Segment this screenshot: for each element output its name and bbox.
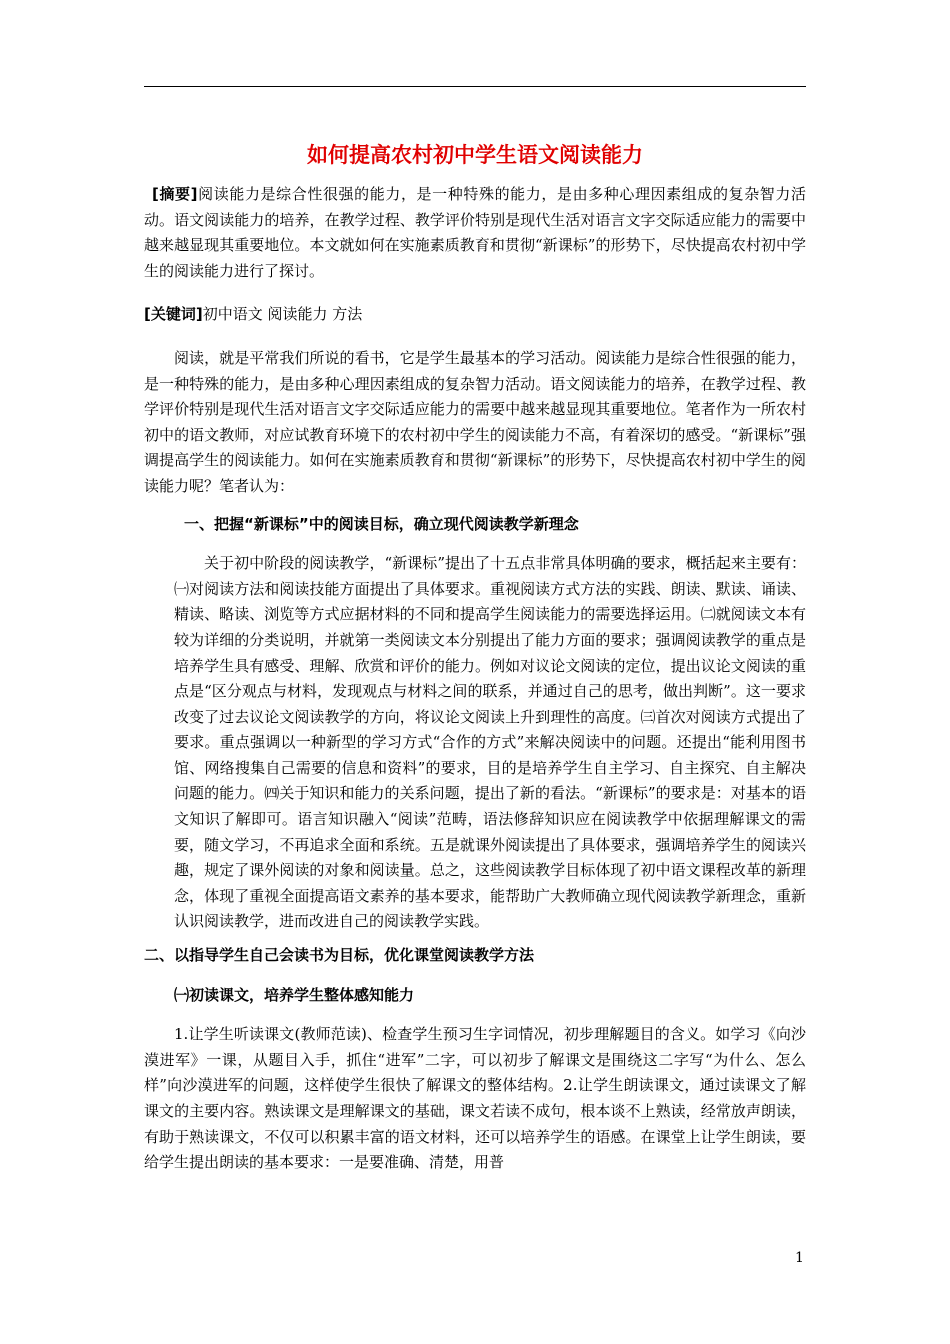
keywords bbox=[144, 302, 806, 328]
document-title: 如何提高农村初中学生语文阅读能力 bbox=[307, 143, 643, 167]
subsection-1-paragraph: 1.让学生听读课文(教师范读)、检查学生预习生字词情况，初步理解题目的含义。如学习《向沙漠进军》一课，从题目入手，抓住“进军”二字，可以初步了解课文是围绕这二字写“为什么、怎么样”向沙漠进军的问题，这样使学生很快了解课文的整体结构。2.让学生朗读课文，通过读课文了解课文的主要内容。熟读课文是理解课文的基础，课文若读不成句，根本谈不上熟读，经常放声朗读，有助于熟读课文，不仅可以积累丰富的语文材料，还可以培养学生的语感。在课堂上让学生朗读，要给学生提出朗读的基本要求：一是要准确、清楚，用普 bbox=[144, 1025, 806, 1172]
keywords-text: 初中语文 阅读能力 方法 bbox=[202, 305, 363, 324]
section-2-heading: 二、以指导学生自己会读书为目标，优化课堂阅读教学方法 bbox=[144, 946, 535, 965]
document-body bbox=[144, 140, 806, 1188]
intro-paragraph: 阅读，就是平常我们所说的看书，它是学生最基本的学习活动。阅读能力是综合性很强的能力，是一种特殊的能力，是由多种心理因素组成的复杂智力活动。语文阅读能力的培养，在教学过程、教学评价特别是现代生活对语言文字交际适应能力的需要中越来越显现其重要地位。笔者作为一所农村初中的语文教师，对应试教育环境下的农村初中学生的阅读能力不高，有着深切的感受。“新课标”强调提高学生的阅读能力。如何在实施素质教育和贯彻“新课标”的形势下，尽快提高农村初中学生的阅读能力呢？笔者认为： bbox=[144, 348, 806, 495]
page-number: 1 bbox=[795, 1250, 804, 1266]
abstract bbox=[144, 182, 806, 284]
section-1-heading: 一、把握“新课标”中的阅读目标，确立现代阅读教学新理念 bbox=[184, 514, 579, 533]
subsection-1-heading: ㈠初读课文，培养学生整体感知能力 bbox=[174, 985, 415, 1004]
section-1-paragraph: 关于初中阶段的阅读教学，“新课标”提出了十五点非常具体明确的要求，概括起来主要有：㈠对阅读方法和阅读技能方面提出了具体要求。重视阅读方式方法的实践、朗读、默读、诵读、精读、略读、浏览等方式应据材料的不同和提高学生阅读能力的需要选择运用。㈡就阅读文本有较为详细的分类说明，并就第一类阅读文本分别提出了能力方面的要求；强调阅读教学的重点是培养学生具有感受、理解、欣赏和评价的能力。例如对议论文阅读的定位，提出议论文阅读的重点是“区分观点与材料，发现观点与材料之间的联系，并通过自己的思考，做出判断”。这一要求改变了过去议论文阅读教学的方向，将议论文阅读上升到理性的高度。㈢首次对阅读方式提出了要求。重点强调以一种新型的学习方式“合作的方式”来解决阅读中的问题。还提出“能利用图书馆、网络搜集自己需要的信息和资料”的要求，目的是培养学生自主学习、自主探究、自主解决问题的能力。㈣关于知识和能力的关系问题，提出了新的看法。“新课标”的要求是：对基本的语文知识了解即可。语言知识融入“阅读”范畴，语法修辞知识应在阅读教学中依据理解课文的需要，随文学习，不再追求全面和系统。五是就课外阅读提出了具体要求，强调培养学生的阅读兴趣，规定了课外阅读的对象和阅读量。总之，这些阅读教学目标体现了初中语文课程改革的新理念，体现了重视全面提高语文素养的基本要求，能帮助广大教师确立现代阅读教学新理念，重新认识阅读教学，进而改进自己的阅读教学实践。 bbox=[174, 554, 806, 931]
abstract-text: 阅读能力是综合性很强的能力，是一种特殊的能力，是由多种心理因素组成的复杂智力活动。语文阅读能力的培养，在教学过程、教学评价特别是现代生活对语言文字交际适应能力的需要中越来越显现其重要地位。本文就如何在实施素质教育和贯彻“新课标”的形势下，尽快提高农村初中学生的阅读能力进行了探讨。 bbox=[144, 185, 806, 280]
abstract-label: [摘要] bbox=[152, 185, 198, 203]
keywords-label: [关键词] bbox=[144, 305, 203, 324]
header-rule bbox=[144, 86, 806, 87]
